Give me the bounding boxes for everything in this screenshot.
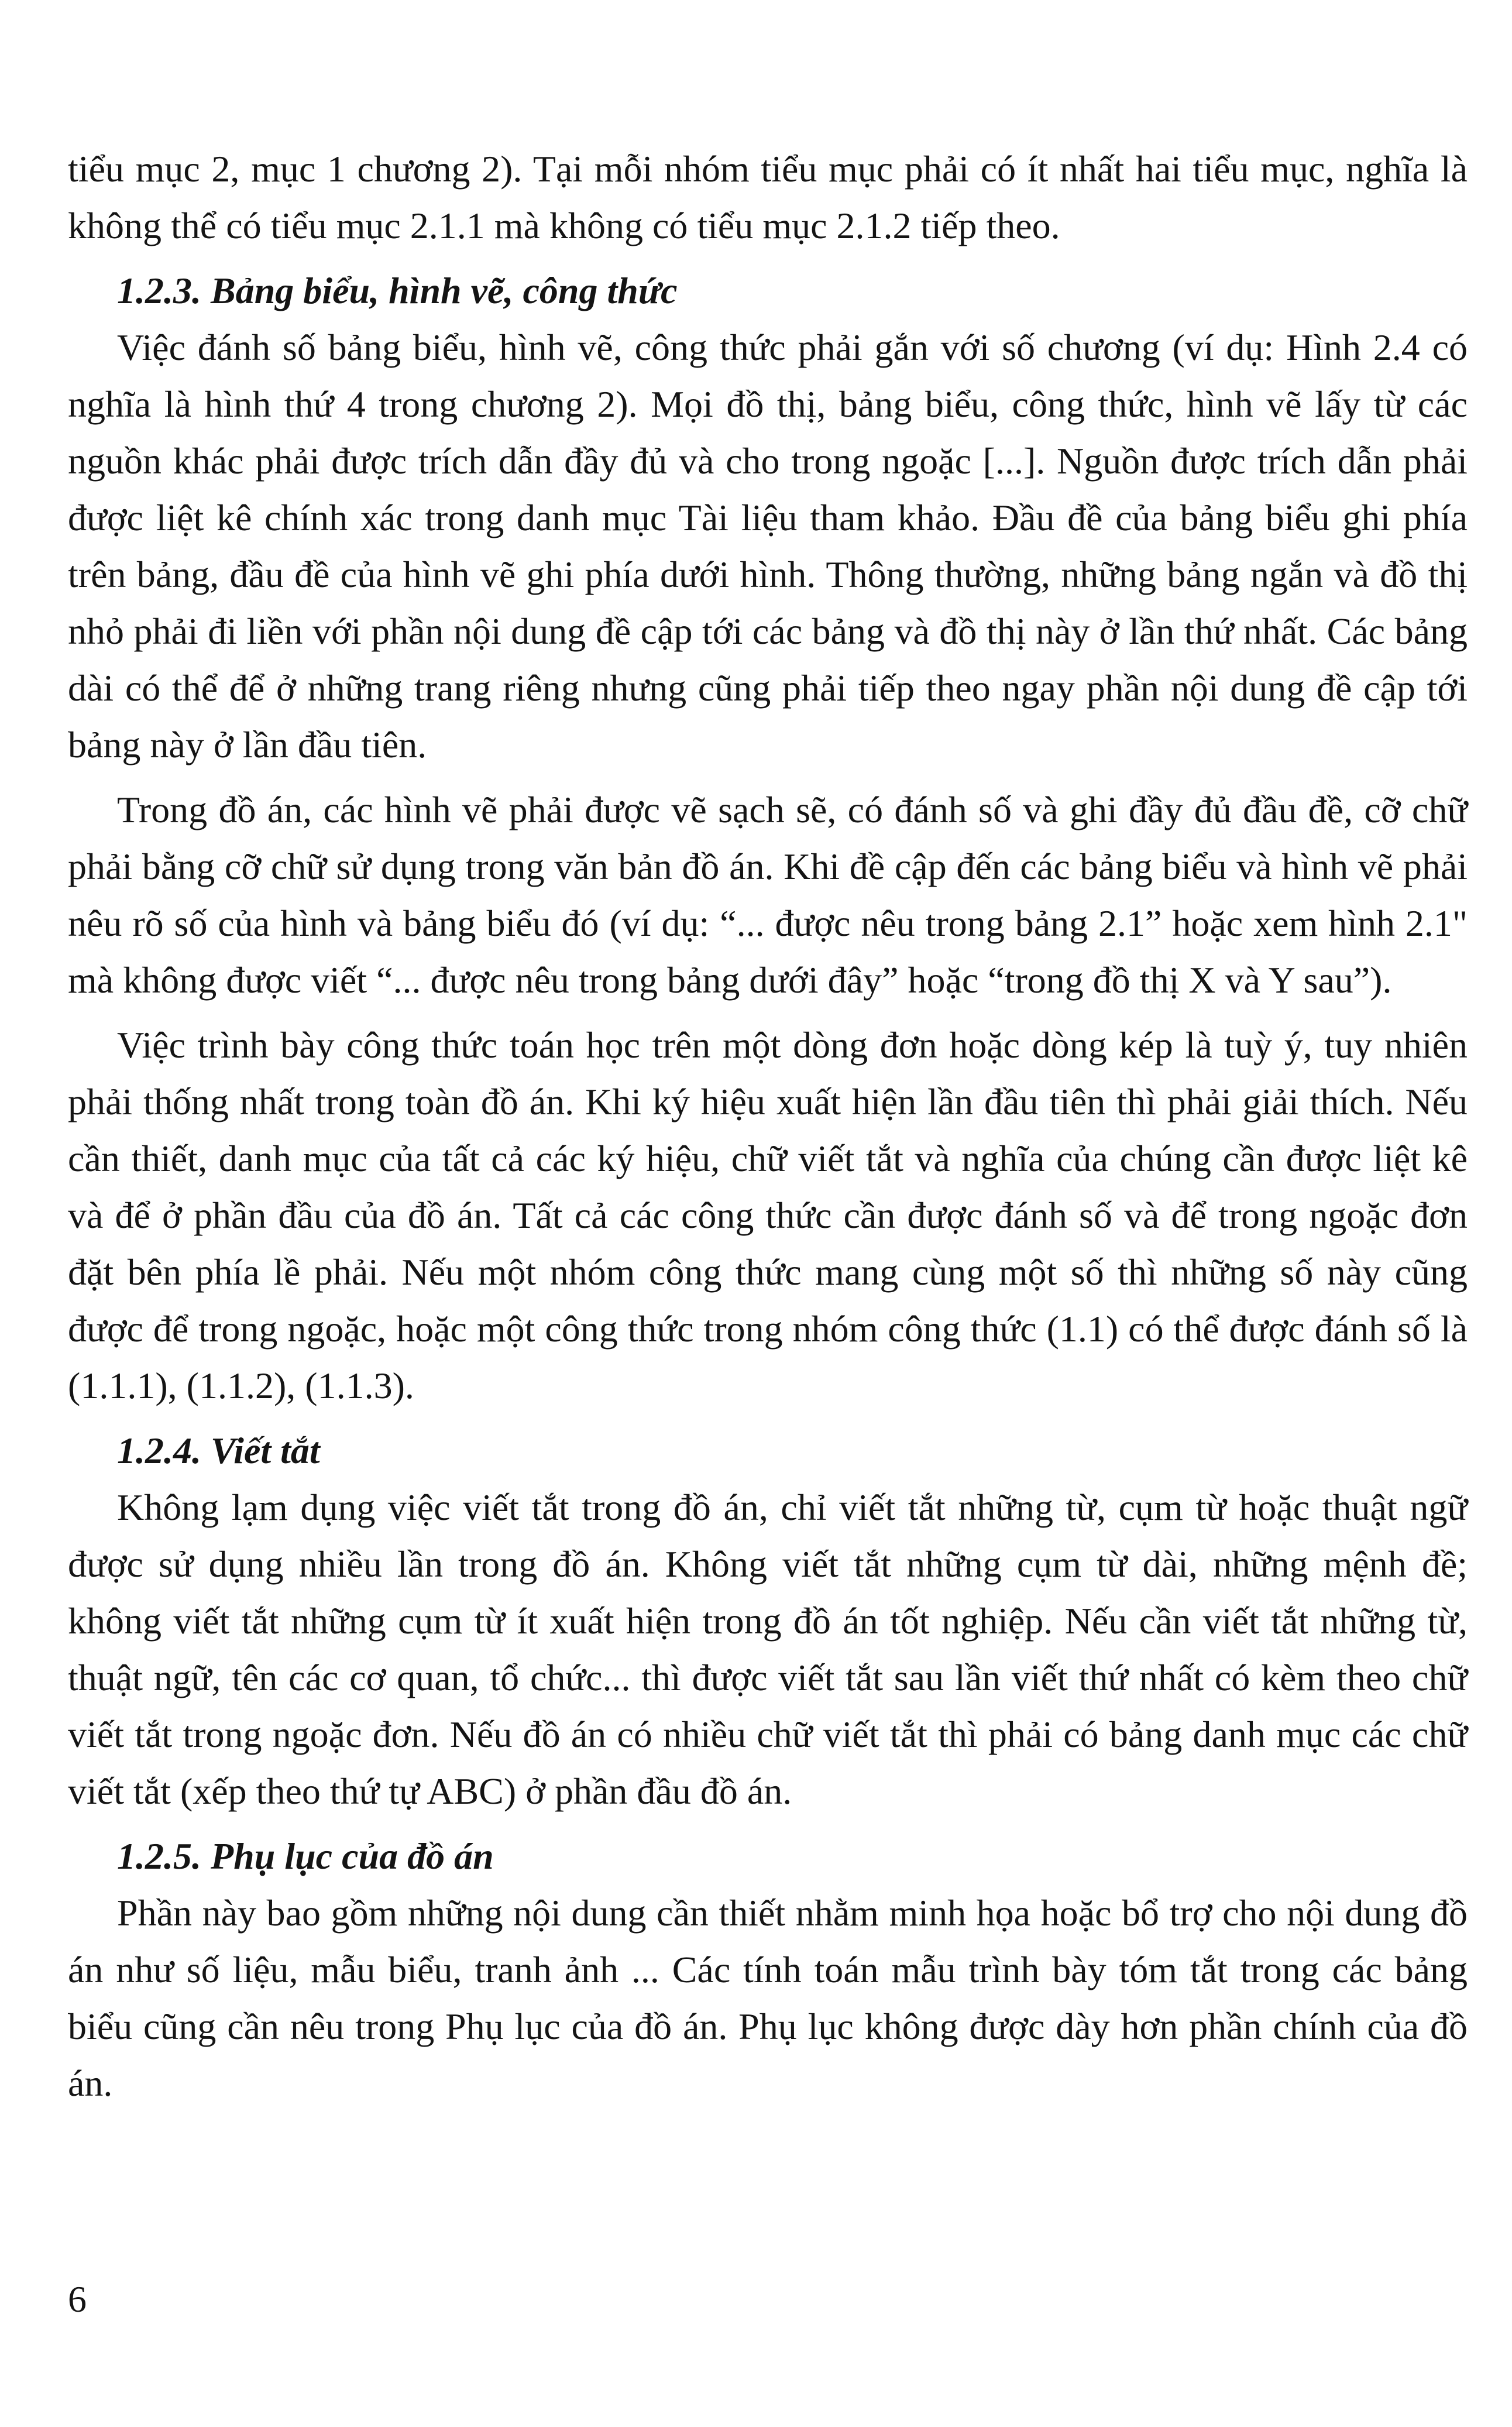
section-heading-1-2-4: 1.2.4. Viết tắt <box>117 1430 320 1471</box>
continuation-paragraph: tiểu mục 2, mục 1 chương 2). Tại mỗi nhóm tiểu mục phải có ít nhất hai tiểu mục, nghĩa là không thể có tiểu mục 2.1.1 mà không có tiểu mục 2.1.2 tiếp theo. <box>68 148 1468 246</box>
paragraph-numbering: Việc đánh số bảng biểu, hình vẽ, công thức phải gắn với số chương (ví dụ: Hình 2.4 có nghĩa là hình thứ 4 trong chương 2). Mọi đồ thị, bảng biểu, công thức, hình vẽ lấy từ các nguồn khác phải được trích dẫn đầy đủ và cho trong ngoặc [...]. Nguồn được trích dẫn phải được liệt kê chính xác trong danh mục Tài liệu tham khảo. Đầu đề của bảng biểu ghi phía trên bảng, đầu đề của hình vẽ ghi phía dưới hình. Thông thường, những bảng ngắn và đồ thị nhỏ phải đi liền với phần nội dung đề cập tới các bảng và đồ thị này ở lần thứ nhất. Các bảng dài có thể để ở những trang riêng nhưng cũng phải tiếp theo ngay phần nội dung đề cập tới bảng này ở lần đầu tiên. <box>68 327 1468 765</box>
paragraph-formulas: Việc trình bày công thức toán học trên một dòng đơn hoặc dòng kép là tuỳ ý, tuy nhiên phải thống nhất trong toàn đồ án. Khi ký hiệu xuất hiện lần đầu tiên thì phải giải thích. Nếu cần thiết, danh mục của tất cả các ký hiệu, chữ viết tắt và nghĩa của chúng cần được liệt kê và để ở phần đầu của đồ án. Tất cả các công thức cần được đánh số và để trong ngoặc đơn đặt bên phía lề phải. Nếu một nhóm công thức mang cùng một số thì những số này cũng được để trong ngoặc, hoặc một công thức trong nhóm công thức (1.1) có thể được đánh số là (1.1.1), (1.1.2), (1.1.3). <box>68 1024 1468 1406</box>
paragraph-appendix: Phần này bao gồm những nội dung cần thiết nhằm minh họa hoặc bổ trợ cho nội dung đồ án như số liệu, mẫu biểu, tranh ảnh ... Các tính toán mẫu trình bày tóm tắt trong các bảng biểu cũng cần nêu trong Phụ lục của đồ án. Phụ lục không được dày hơn phần chính của đồ án. <box>68 1892 1468 2104</box>
section-heading-1-2-3: 1.2.3. Bảng biểu, hình vẽ, công thức <box>117 270 678 311</box>
page-number: 6 <box>68 2278 87 2320</box>
paragraph-figures: Trong đồ án, các hình vẽ phải được vẽ sạch sẽ, có đánh số và ghi đầy đủ đầu đề, cỡ chữ phải bằng cỡ chữ sử dụng trong văn bản đồ án. Khi đề cập đến các bảng biểu và hình vẽ phải nêu rõ số của hình và bảng biểu đó (ví dụ: “... được nêu trong bảng 2.1” hoặc xem hình 2.1" mà không được viết “... được nêu trong bảng dưới đây” hoặc “trong đồ thị X và Y sau”). <box>68 789 1468 1001</box>
paragraph-abbreviations: Không lạm dụng việc viết tắt trong đồ án, chỉ viết tắt những từ, cụm từ hoặc thuật ngữ được sử dụng nhiều lần trong đồ án. Không viết tắt những cụm từ dài, những mệnh đề; không viết tắt những cụm từ ít xuất hiện trong đồ án tốt nghiệp. Nếu cần viết tắt những từ, thuật ngữ, tên các cơ quan, tổ chức... thì được viết tắt sau lần viết thứ nhất có kèm theo chữ viết tắt trong ngoặc đơn. Nếu đồ án có nhiều chữ viết tắt thì phải có bảng danh mục các chữ viết tắt (xếp theo thứ tự ABC) ở phần đầu đồ án. <box>68 1487 1468 1812</box>
section-heading-1-2-5: 1.2.5. Phụ lục của đồ án <box>117 1835 494 1877</box>
